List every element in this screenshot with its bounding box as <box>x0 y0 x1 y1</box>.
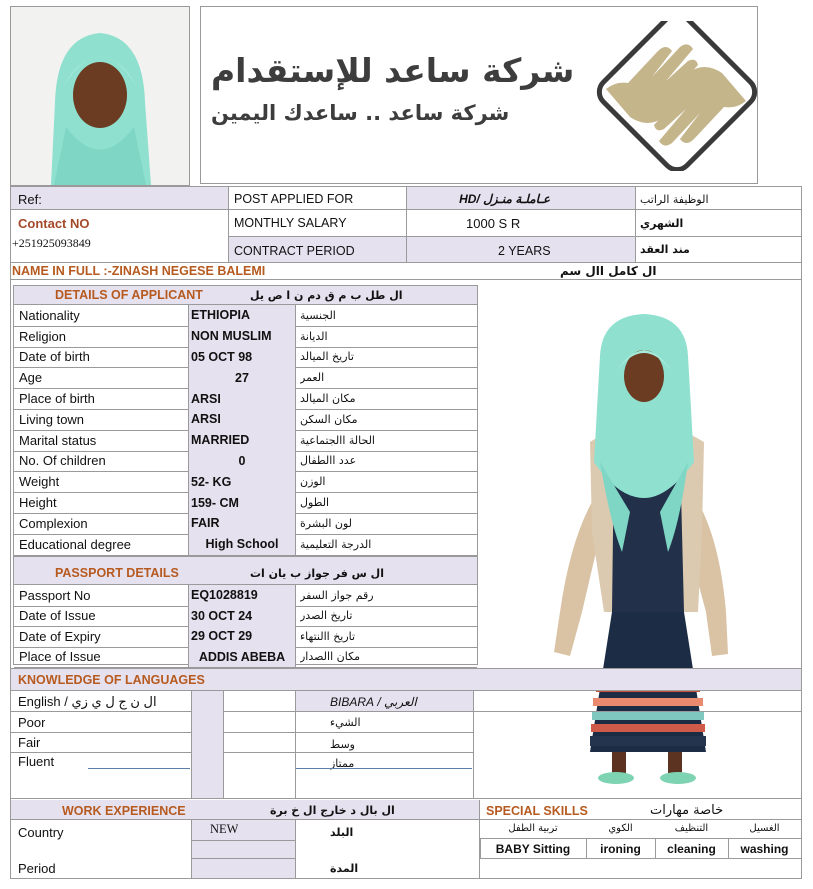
details-ar-1: الديانة <box>300 329 328 343</box>
arabic-label: العربي / BIBARA <box>330 694 417 709</box>
skills-title: SPECIAL SKILLS <box>486 803 588 818</box>
passport-label-0: Passport No <box>19 587 91 603</box>
details-value-2: 05 OCT 98 <box>191 349 253 364</box>
passport-ar-1: تاريخ الصدر <box>300 609 353 623</box>
details-label-11: Educational degree <box>19 536 132 552</box>
full-name: NAME IN FULL :-ZINASH NEGESE BALEMI <box>12 264 266 278</box>
hands-icon <box>596 21 758 171</box>
level-poor: Poor <box>18 714 46 730</box>
passport-title-ar: ال س فر جواز ب يان ات <box>250 566 384 580</box>
post-ar: الوظيفة الراتب <box>640 192 709 206</box>
level-fluent: Fluent <box>18 754 55 769</box>
passport-ar-2: تاريخ االنتهاء <box>300 629 356 643</box>
salary-value: 1000 S R <box>466 215 521 231</box>
details-label-6: Marital status <box>19 432 97 448</box>
passport-ar-3: مكان االصدار <box>300 650 361 664</box>
details-ar-3: العمر <box>300 371 325 385</box>
salary-label: MONTHLY SALARY <box>234 216 347 230</box>
level-fair-ar: وسط <box>330 738 355 751</box>
company-name-ar: شركة ساعد للإستقدام <box>211 50 575 90</box>
contract-value: 2 YEARS <box>498 244 551 258</box>
passport-ar-0: رقم جواز السفر <box>300 588 374 602</box>
post-label: POST APPLIED FOR <box>234 192 354 206</box>
work-title-ar: ال بال د خارج ال خ برة <box>270 804 395 817</box>
skill-ar-3: الغسيل <box>749 823 780 834</box>
portrait-photo <box>11 7 189 185</box>
details-label-0: Nationality <box>19 307 80 323</box>
details-value-9: 159- CM <box>191 495 239 510</box>
details-title: DETAILS OF APPLICANT <box>55 288 203 302</box>
details-value-10: FAIR <box>191 516 220 531</box>
details-value-3: 27 <box>235 370 249 385</box>
full-name-ar: ال كامل اال سم <box>560 264 657 278</box>
passport-value-2: 29 OCT 29 <box>191 629 253 644</box>
level-fair: Fair <box>18 735 41 750</box>
details-value-8: 52- KG <box>191 474 232 489</box>
work-country-label: Country <box>18 824 64 840</box>
skill-2: cleaning <box>667 842 716 856</box>
skill-ar-2: التنظيف <box>674 823 709 834</box>
details-label-10: Complexion <box>19 515 88 531</box>
details-ar-7: عدد االطفال <box>300 454 357 468</box>
skill-1: ironing <box>600 842 641 856</box>
contract-ar: مند العقد <box>640 242 690 256</box>
details-ar-5: مكان السكن <box>300 412 358 426</box>
details-ar-9: الطول <box>300 496 330 510</box>
skill-ar-1: الكوي <box>608 823 633 834</box>
details-value-7: 0 <box>238 453 246 468</box>
details-ar-8: الوزن <box>300 475 326 489</box>
details-label-5: Living town <box>19 411 85 427</box>
details-label-3: Age <box>19 370 43 386</box>
details-label-8: Weight <box>19 474 60 490</box>
passport-title: PASSPORT DETAILS <box>55 566 179 580</box>
details-ar-10: لون البشرة <box>300 516 352 530</box>
passport-value-1: 30 OCT 24 <box>191 608 253 623</box>
level-fluent-ar: ممتاز <box>330 757 355 770</box>
phone-number: +251925093849 <box>12 235 91 250</box>
details-ar-4: مكان الميالد <box>300 392 356 406</box>
details-label-4: Place of birth <box>19 391 95 407</box>
details-title-ar: ال طل ب م ق دم ن ا ص يل <box>250 288 403 302</box>
company-slogan-ar: شركة ساعد .. ساعدك اليمين <box>211 101 510 125</box>
salary-ar: الشهري <box>640 216 684 230</box>
work-title: WORK EXPERIENCE <box>62 803 186 818</box>
details-ar-11: الدرجة التعليمية <box>300 537 372 551</box>
work-country-ar: البلد <box>330 825 354 839</box>
details-label-9: Height <box>19 495 57 511</box>
skill-3: washing <box>740 842 789 856</box>
details-value-6: MARRIED <box>191 433 250 448</box>
details-value-1: NON MUSLIM <box>191 329 272 344</box>
details-value-11: High School <box>205 537 279 552</box>
company-banner <box>200 6 758 184</box>
details-value-4: ARSI <box>191 391 221 406</box>
post-value: HD/ عـاملـة منـزل <box>459 192 550 206</box>
passport-label-1: Date of Issue <box>19 608 96 624</box>
work-country-value: NEW <box>210 821 239 836</box>
passport-value-0: EQ1028819 <box>191 588 258 603</box>
details-ar-0: الجنسية <box>300 308 336 322</box>
english-label: English / ال ن ج ل ي زي <box>18 693 157 709</box>
passport-label-3: Place of Issue <box>19 649 101 665</box>
languages-title: KNOWLEDGE OF LANGUAGES <box>18 673 205 687</box>
details-ar-2: تاريخ الميالد <box>300 350 354 364</box>
passport-label-2: Date of Expiry <box>19 628 101 644</box>
skills-title-ar: خاصة مهارات <box>650 803 724 818</box>
details-label-2: Date of birth <box>19 349 90 365</box>
work-period-label: Period <box>18 860 56 876</box>
portrait-photo-frame <box>10 6 190 186</box>
skill-ar-0: تربية الطفل <box>508 823 558 834</box>
passport-value-3: ADDIS ABEBA <box>198 649 286 664</box>
work-period-ar: المدة <box>330 861 359 875</box>
contact-label: Contact NO <box>18 215 90 231</box>
level-poor-ar: الشيء <box>330 715 361 729</box>
contract-label: CONTRACT PERIOD <box>234 244 355 258</box>
details-label-1: Religion <box>19 328 66 344</box>
details-ar-6: الحالة االجتماعية <box>300 433 375 447</box>
details-value-5: ARSI <box>191 412 221 427</box>
ref-label: Ref: <box>18 191 42 207</box>
details-value-0: ETHIOPIA <box>191 308 251 323</box>
skill-0: BABY Sitting <box>495 842 571 856</box>
details-label-7: No. Of children <box>19 453 106 469</box>
